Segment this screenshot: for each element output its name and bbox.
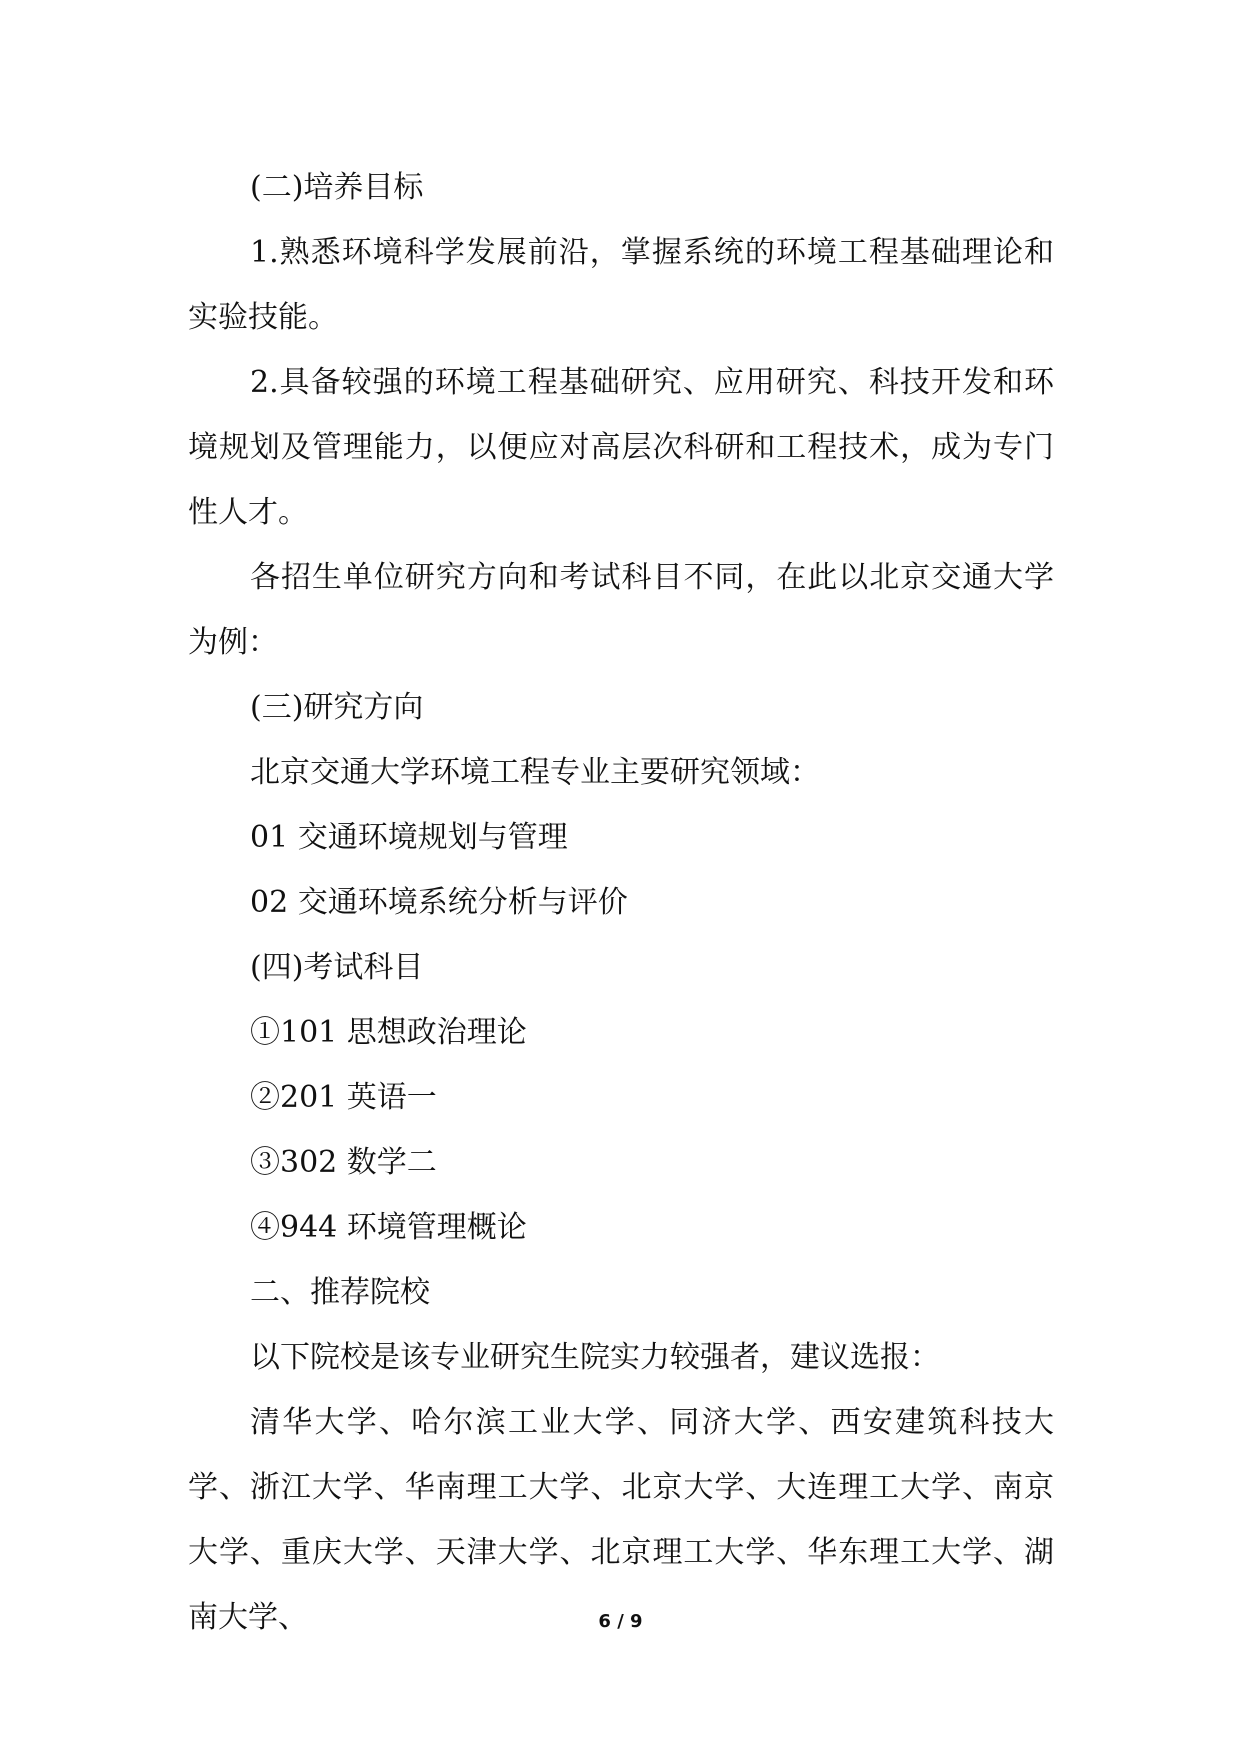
section-heading-training-goals: (二)培养目标 xyxy=(250,170,424,205)
section-heading-research-directions: (三)研究方向 xyxy=(250,690,424,725)
exam-subject-2: ②201 英语一 xyxy=(250,1080,437,1115)
section-heading-recommended-schools: 二、推荐院校 xyxy=(250,1275,430,1310)
section-heading-exam-subjects: (四)考试科目 xyxy=(250,950,424,985)
goal-item-2: 2.具备较强的环境工程基础研究、应用研究、科技开发和环境规划及管理能力，以便应对高层次科研和工程技术，成为专门性人才。 xyxy=(188,365,1054,530)
research-fields-intro: 北京交通大学环境工程专业主要研究领域： xyxy=(250,755,820,790)
exam-subject-1: ①101 思想政治理论 xyxy=(250,1015,527,1050)
research-direction-01: 01 交通环境规划与管理 xyxy=(250,820,568,855)
exam-subject-3: ③302 数学二 xyxy=(250,1145,437,1180)
page-number: 6 / 9 xyxy=(598,1611,643,1632)
goal-item-1: 1.熟悉环境科学发展前沿，掌握系统的环境工程基础理论和实验技能。 xyxy=(188,235,1054,335)
recommended-schools-list: 清华大学、哈尔滨工业大学、同济大学、西安建筑科技大学、浙江大学、华南理工大学、北京大学、大连理工大学、南京大学、重庆大学、天津大学、北京理工大学、华东理工大学、湖南大学、 xyxy=(188,1405,1054,1635)
example-intro-paragraph: 各招生单位研究方向和考试科目不同，在此以北京交通大学为例： xyxy=(188,560,1054,660)
exam-subject-4: ④944 环境管理概论 xyxy=(250,1210,527,1245)
research-direction-02: 02 交通环境系统分析与评价 xyxy=(250,885,628,920)
recommended-schools-intro: 以下院校是该专业研究生院实力较强者，建议选报： xyxy=(250,1340,940,1375)
document-body xyxy=(188,155,1054,1650)
